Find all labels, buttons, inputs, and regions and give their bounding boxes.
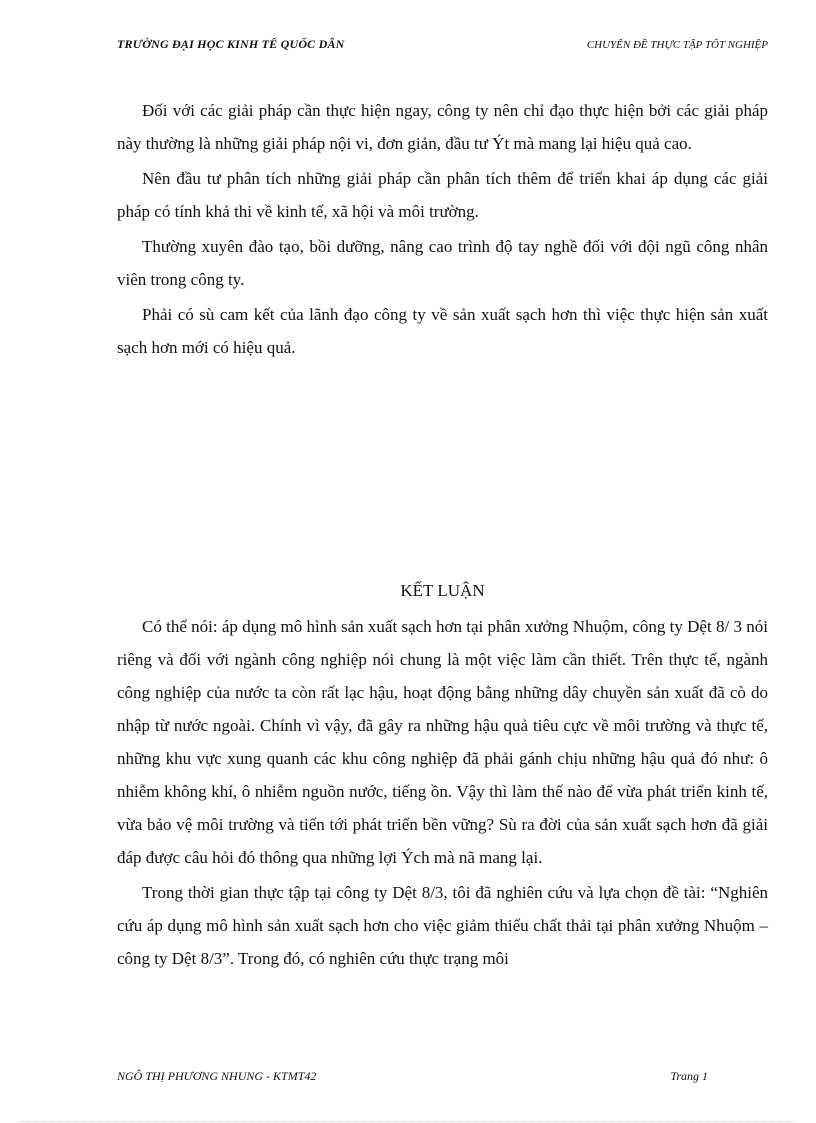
page-header: [117, 37, 768, 57]
paragraph: Trong thời gian thực tập tại công ty Dệt 8/3, tôi đã nghiên cứu và lựa chọn đề tài: “Nghiên cứu áp dụng mô hình sản xuất sạch hơn cho việc giảm thiểu chất thải tại phân xưởng Nhuộm – công ty Dệt 8/3”. Trong đó, có nghiên cứu thực trạng môi: [117, 883, 768, 968]
footer-author: NGÔ THỊ PHƯƠNG NHUNG - KTMT42: [117, 1069, 317, 1083]
section-conclusion: [117, 610, 768, 977]
header-university: TRƯỜNG ĐẠI HỌC KINH TẾ QUỐC DÂN: [117, 37, 345, 51]
page-edge-divider: [20, 1121, 796, 1122]
paragraph: Nên đầu tư phân tích những giải pháp cần phân tích thêm để triển khai áp dụng các giải pháp có tính khả thi về kinh tế, xã hội và môi trường.: [117, 169, 768, 221]
section-title: KẾT LUẬN: [400, 581, 485, 600]
header-document-type: CHUYÊN ĐỀ THỰC TẬP TỐT NGHIỆP: [586, 39, 768, 51]
section-recommendations: [117, 94, 768, 366]
paragraph: Phải có sù cam kết của lãnh đạo công ty về sản xuất sạch hơn thì việc thực hiện sản xuất sạch hơn mới có hiệu quả.: [117, 305, 768, 357]
paragraph: Có thể nói: áp dụng mô hình sản xuất sạch hơn tại phân xưởng Nhuộm, công ty Dệt 8/ 3 nói riêng và đối với ngành công nghiệp nói chung là một việc làm cần thiết. Trên thực tế, ngành công nghiệp của nước ta còn rất lạc hậu, hoạt động bằng những dây chuyền sản xuất đã cò do nhập từ nước ngoài. Chính vì vậy, đã gây ra những hậu quả tiêu cực về môi trường và thực tế, những khu vực xung quanh các khu công nghiệp đã phải gánh chịu những hậu quả đó như: ô nhiễm không khí, ô nhiễm nguồn nước, tiếng ồn. Vậy thì làm thế nào để vừa phát triển kinh tế, vừa bảo vệ môi trường và tiến tới phát triển bền vững? Sù ra đời của sản xuất sạch hơn đã giải đáp được câu hỏi đó thông qua những lợi Ých mà nã mang lại.: [117, 617, 768, 867]
paragraph: Đối với các giải pháp cần thực hiện ngay, công ty nên chỉ đạo thực hiện bởi các giải pháp này thường là những giải pháp nội vi, đơn giản, đầu tư Ýt mà mang lại hiệu quả cao.: [117, 101, 768, 153]
paragraph: Thường xuyên đào tạo, bồi dưỡng, nâng cao trình độ tay nghề đối với đội ngũ công nhân viên trong công ty.: [117, 237, 768, 289]
page-number: Trang 1: [670, 1069, 708, 1083]
